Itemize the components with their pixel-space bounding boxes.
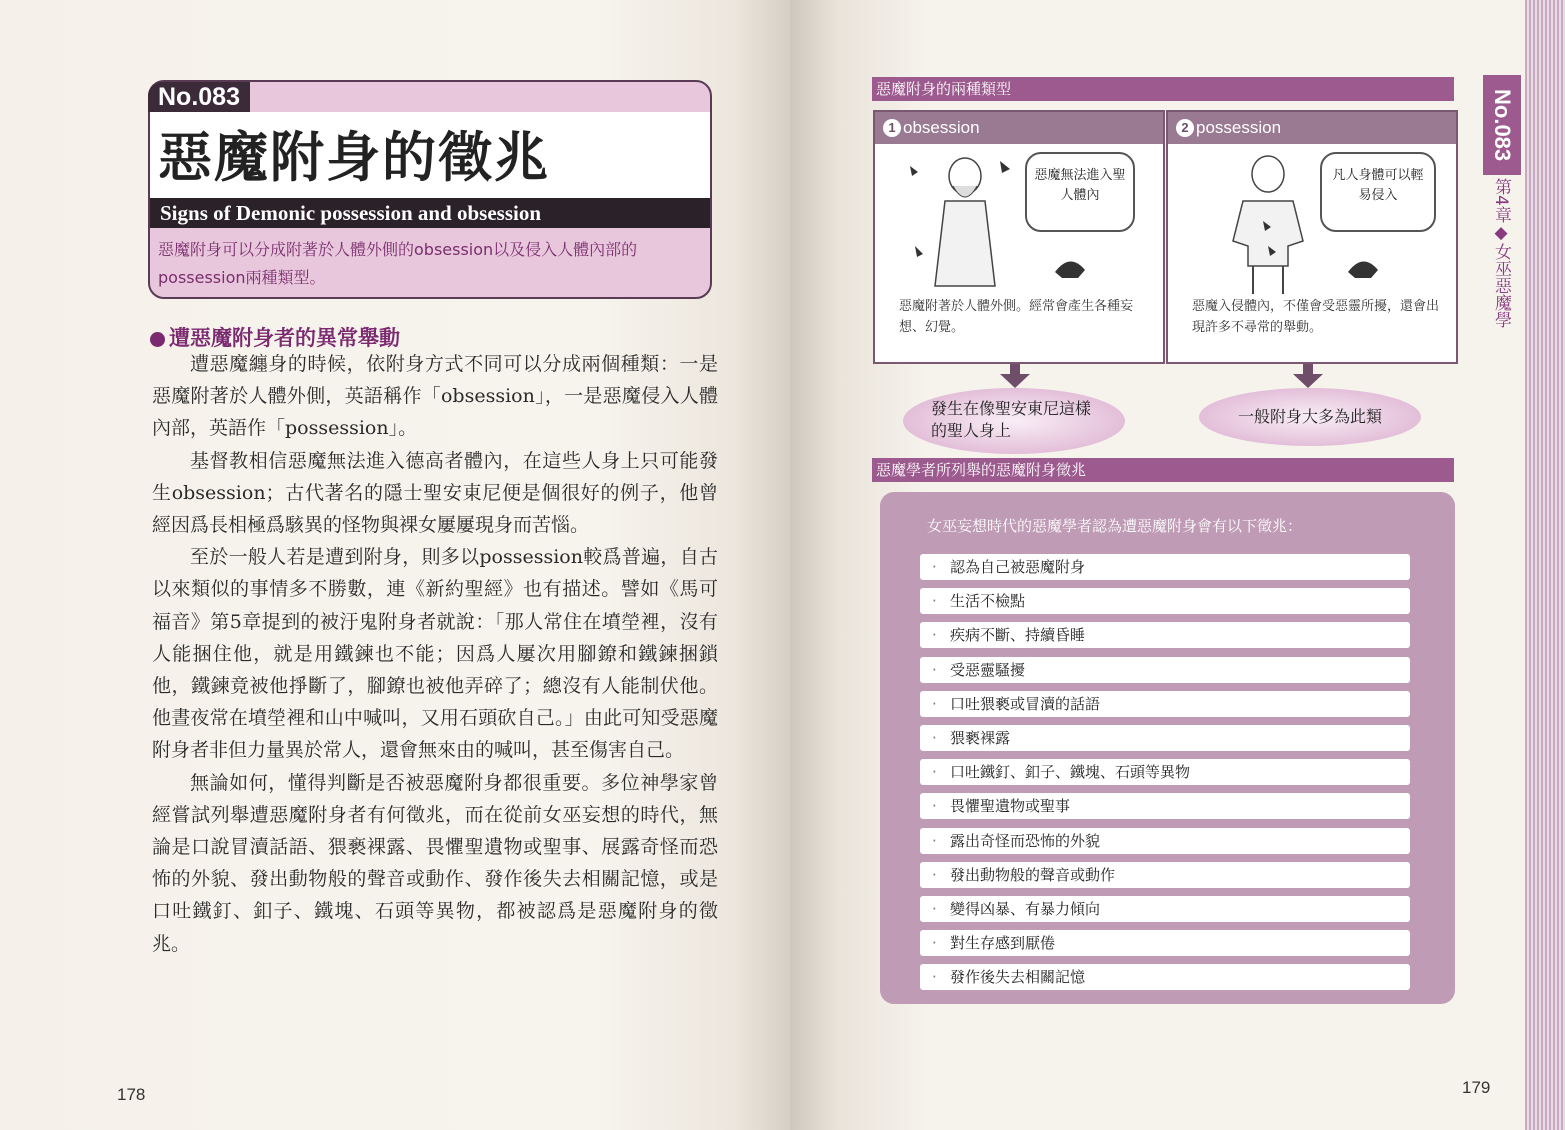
demon-icon xyxy=(1050,252,1090,282)
page-title: 惡魔附身的徵兆 xyxy=(158,126,550,189)
paragraph: 遭惡魔纏身的時候，依附身方式不同可以分成兩個種類：一是惡魔附著於人體外側，英語稱作「obsession」，一是惡魔侵入人體內部，英語作「possession」。 xyxy=(152,353,718,440)
section-heading-label: 遭惡魔附身者的異常舉動 xyxy=(169,326,400,350)
english-subtitle: Signs of Demonic possession and obsession xyxy=(150,198,710,228)
sign-item: · 口吐鐵釘、釦子、鐵塊、石頭等異物 xyxy=(920,759,1410,785)
sign-item: · 畏懼聖遺物或聖事 xyxy=(920,793,1410,819)
sign-item: · 露出奇怪而恐怖的外貌 xyxy=(920,828,1410,854)
arrow-down-icon xyxy=(1303,364,1313,374)
paragraph: 至於一般人若是遭到附身，則多以possession較爲普遍，自古以來類似的事情多不勝數，連《新約聖經》也有描述。譬如《馬可福音》第5章提到的被汙鬼附身者就說：「那人常住在墳塋裡，沒有人能捆住他，就是用鐵鍊也不能；因爲人屢次用腳鐐和鐵鍊捆鎖他，鐵鍊竟被他掙斷了，腳鐐也被他弄碎了；總沒有人能制伏他。他晝夜常在墳塋裡和山中喊叫，又用石頭砍自己。」由此可知受惡魔附身者非但力量異於常人，還會無來由的喊叫，甚至傷害自己。 xyxy=(152,546,718,762)
result-text: 發生在像聖安東尼這樣的聖人身上 xyxy=(931,399,1092,440)
sign-item: · 生活不檢點 xyxy=(920,588,1410,614)
summary-text: 惡魔附身可以分成附著於人體外側的obsession以及侵入人體內部的possession兩種類型。 xyxy=(158,240,638,287)
sign-item: · 口吐猥褻或冒瀆的話語 xyxy=(920,691,1410,717)
sign-item: · 受惡靈騷擾 xyxy=(920,657,1410,683)
sign-item: · 發出動物般的聲音或動作 xyxy=(920,862,1410,888)
person-figure-illustration xyxy=(1208,146,1328,296)
sign-item: · 發作後失去相關記憶 xyxy=(920,964,1410,990)
arrow-down-icon xyxy=(1000,374,1030,388)
result-ellipse xyxy=(903,388,1125,454)
result-ellipse xyxy=(1199,388,1421,446)
paragraph: 無論如何，懂得判斷是否被惡魔附身都很重要。多位神學家曾經嘗試列舉遭惡魔附身者有何徵兆，而在從前女巫妄想的時代，無論是口說冒瀆話語、猥褻裸露、畏懼聖遺物或聖事、展露奇怪而恐怖的外貌、發出動物般的聲音或動作、發作後失去相關記憶，或是口吐鐵釘、釦子、鐵塊、石頭等異物，都被認爲是惡魔附身的徵兆。 xyxy=(152,771,718,955)
result-text: 一般附身大多為此類 xyxy=(1237,407,1382,426)
signs-intro: 女巫妄想時代的惡魔學者認為遭惡魔附身會有以下徵兆： xyxy=(927,517,1303,535)
type-panel-possession xyxy=(1166,110,1458,364)
sign-item: · 變得凶暴、有暴力傾向 xyxy=(920,896,1410,922)
section1-title: 惡魔附身的兩種類型 xyxy=(876,80,1012,98)
side-tab-number: No.083 xyxy=(1483,75,1521,175)
page-number-left: 178 xyxy=(117,1085,146,1104)
section2-title: 惡魔學者所列舉的惡魔附身徵兆 xyxy=(876,461,1087,479)
sign-item: · 疾病不斷、持續昏睡 xyxy=(920,622,1410,648)
body-text xyxy=(152,348,718,960)
type-name: possession xyxy=(1196,118,1282,137)
type-description: 惡魔入侵體內，不僅會受惡靈所擾，還會出現許多不尋常的舉動。 xyxy=(1192,299,1440,335)
type-description: 惡魔附著於人體外側。經常會產生各種妄想、幻覺。 xyxy=(899,299,1134,335)
demon-icon xyxy=(1343,252,1383,282)
speech-bubble: 凡人身體可以輕易侵入 xyxy=(1320,152,1436,232)
bullet-icon xyxy=(150,332,165,347)
sign-item: · 認為自己被惡魔附身 xyxy=(920,554,1410,580)
sign-item: · 對生存感到厭倦 xyxy=(920,930,1410,956)
type-number-badge: 1 xyxy=(883,119,901,137)
sign-item: · 猥褻裸露 xyxy=(920,725,1410,751)
entry-number: No.083 xyxy=(148,82,250,112)
saint-figure-illustration xyxy=(895,146,1035,296)
speech-bubble: 惡魔無法進入聖人體內 xyxy=(1025,152,1135,232)
type-header xyxy=(875,112,1163,144)
type-number-badge: 2 xyxy=(1176,119,1194,137)
paragraph: 基督教相信惡魔無法進入德高者體內，在這些人身上只可能發生obsession；古代著名的隱士聖安東尼便是個很好的例子，他曾經因爲長相極爲駭異的怪物與裸女屢屢現身而苦惱。 xyxy=(152,449,718,537)
arrow-down-icon xyxy=(1293,374,1323,388)
arrow-down-icon xyxy=(1010,364,1020,374)
chapter-label: 第4章◆女巫惡魔學 xyxy=(1491,178,1511,328)
type-name: obsession xyxy=(903,118,980,137)
page-number-right: 179 xyxy=(1462,1078,1491,1097)
type-header xyxy=(1168,112,1456,144)
type-panel-obsession xyxy=(873,110,1165,364)
page-edges xyxy=(1525,0,1565,1130)
